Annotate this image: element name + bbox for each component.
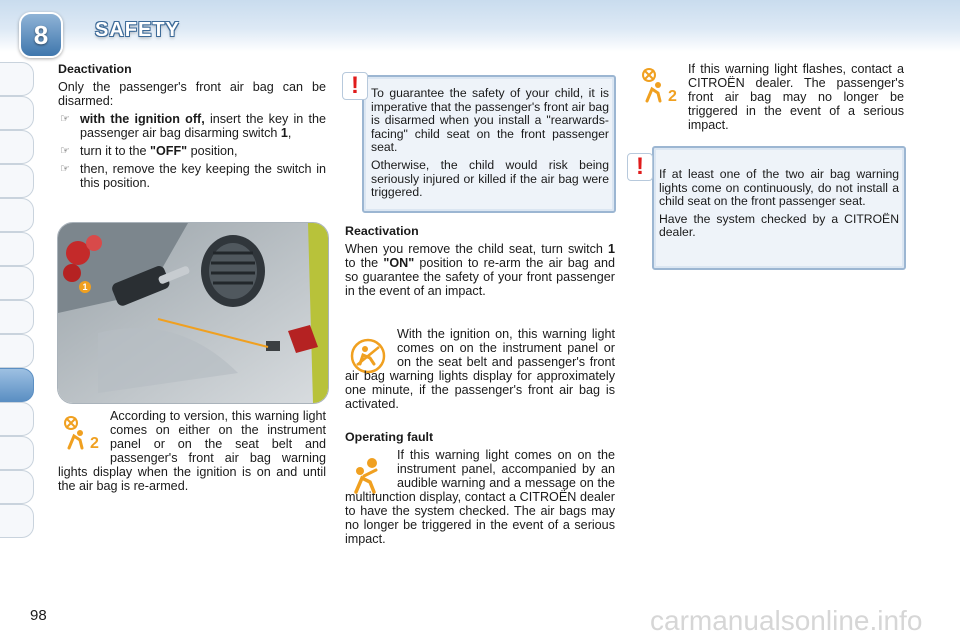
- watermark-link[interactable]: carmanualsonline.info: [650, 605, 923, 636]
- dashboard-illustration-graphic: [58, 223, 328, 403]
- side-tab[interactable]: [0, 96, 34, 130]
- airbag-fault-icon: [350, 456, 386, 494]
- indicator-note: [58, 409, 326, 493]
- deactivation-intro: Only the passenger's front air bag can be disarmed:: [58, 80, 326, 108]
- icon-spacer: [58, 409, 110, 459]
- side-tab[interactable]: [0, 504, 34, 538]
- dashboard-switch-illustration: [57, 222, 329, 404]
- reactivation-heading: Reactivation: [345, 224, 419, 238]
- deactivation-step-3: ☞ then, remove the key keeping the switch in this position.: [60, 162, 326, 190]
- side-tab[interactable]: [0, 436, 34, 470]
- switch-callout-1: 1: [79, 281, 91, 293]
- warning-exclamation-icon: !: [627, 153, 653, 181]
- side-tab[interactable]: [0, 266, 34, 300]
- side-tab[interactable]: [0, 164, 34, 198]
- svg-text:2: 2: [668, 88, 677, 104]
- side-tab[interactable]: [0, 130, 34, 164]
- flash-note: [688, 62, 904, 132]
- operating-fault-heading: Operating fault: [345, 430, 434, 444]
- warning-exclamation-icon: !: [342, 72, 368, 100]
- side-tab-active-safety[interactable]: [0, 368, 34, 402]
- chapter-side-tabs: [0, 62, 34, 538]
- flash-text: If this warning light flashes, contact a CITROËN dealer. The passenger's front air bag may no longer be triggered in the event of a serious impact.: [688, 62, 904, 132]
- deactivation-step-2: ☞ turn it to the "OFF" position,: [60, 144, 238, 158]
- airbag-off-2-icon: [638, 66, 682, 104]
- reactivation-text: When you remove the child seat, turn switch 1 to the "ON" position to re-arm the air bag and so guarantee the safety of your front passenger in the event of an impact.: [345, 242, 615, 298]
- warning-lights-box: [652, 146, 906, 270]
- deactivation-section: [58, 62, 326, 194]
- side-tab[interactable]: [0, 62, 34, 96]
- chapter-title: SAFETY: [95, 19, 180, 41]
- pointing-hand-icon: ☞: [60, 113, 70, 125]
- side-tab[interactable]: [0, 470, 34, 504]
- side-tab[interactable]: [0, 334, 34, 368]
- child-seat-warning-box: [362, 75, 616, 213]
- ignition-text: With the ignition on, this warning light comes on on the instrument panel or on the seat belt and passenger's front air bag warning lights display for approximately one minute, if the passenger's front air bag is activated.: [345, 327, 615, 411]
- pointing-hand-icon: ☞: [60, 163, 70, 175]
- reactivation-section: [345, 224, 615, 302]
- child-seat-warning-text: To guarantee the safety of your child, it is imperative that the passenger's front air bag is disarmed when you install a "rearwards-facing" child seat on the front passenger seat. Otherwise, the child would risk being seriously injured or killed if the air bag were triggered.: [371, 86, 609, 200]
- warning-lights-text: If at least one of the two air bag warning lights come on continuously, do not install a child seat on the front passenger seat. Have the system checked by a CITROËN dealer.: [659, 167, 899, 240]
- chapter-number-badge: 8: [19, 12, 63, 58]
- pointing-hand-icon: ☞: [60, 145, 70, 157]
- deactivation-heading: Deactivation: [58, 62, 132, 76]
- ignition-note: [345, 327, 615, 411]
- side-tab[interactable]: [0, 300, 34, 334]
- side-tab[interactable]: [0, 402, 34, 436]
- svg-text:2: 2: [90, 435, 99, 450]
- indicator-text: According to version, this warning light comes on either on the instrument panel or on the seat belt and passenger's front air bag warning lights display when the ignition is on and until the air bag is re-armed.: [58, 409, 326, 493]
- side-tab[interactable]: [0, 232, 34, 266]
- side-tab[interactable]: [0, 198, 34, 232]
- deactivation-step-1: ☞ with the ignition off, insert the key in the passenger air bag disarming switch 1,: [60, 112, 326, 140]
- icon-spacer: [345, 327, 397, 369]
- page-number: 98: [30, 607, 47, 624]
- fault-text: If this warning light comes on on the instrument panel, accompanied by an audible warning and a message on the multifunction display, contact a CITROËN dealer to have the system checked. The air bags may no longer be triggered in the event of a serious impact.: [345, 448, 615, 546]
